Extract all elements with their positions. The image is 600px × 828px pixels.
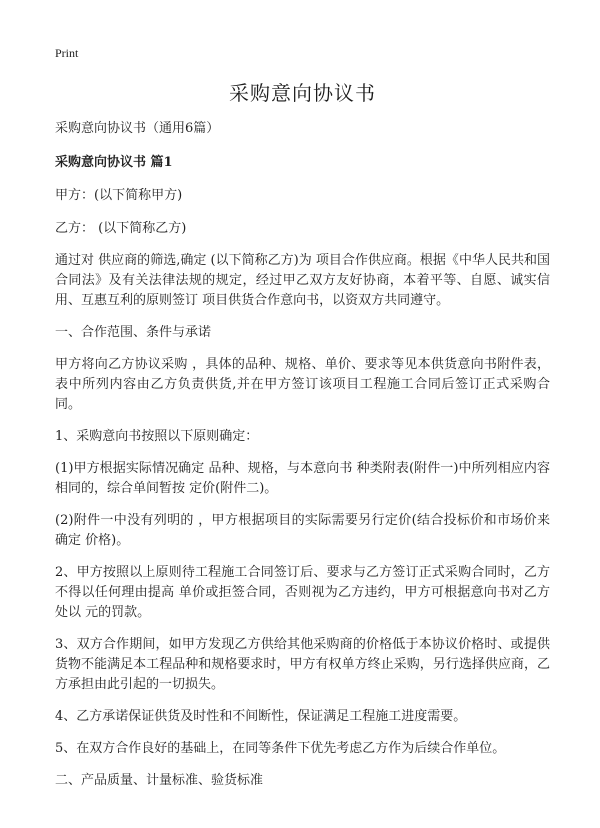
principle-item-2: (2)附件一中没有列明的 ，甲方根据项目的实际需要另行定价(结合投标价和市场价来确定 价格)。 [55, 513, 550, 548]
procurement-paragraph: 甲方将向乙方协议采购 ，具体的品种、规格、单价、要求等见本供货意向书附件表，表中所列内容由乙方负责供货,并在甲方签订该项目工程施工合同后签订正式采购合同。 [55, 357, 550, 412]
clause-4: 4、乙方承诺保证供货及时性和不间断性，保证满足工程施工进度需要。 [55, 709, 467, 724]
party-b-line: 乙方： (以下简称乙方) [55, 221, 187, 236]
principle-heading: 1、采购意向书按照以下原则确定： [55, 429, 259, 444]
section-title: 采购意向协议书 篇1 [55, 155, 173, 170]
document-title: 采购意向协议书 [229, 81, 376, 105]
print-label: Print [55, 46, 79, 60]
document-subtitle: 采购意向协议书（通用6篇） [55, 121, 220, 136]
party-a-line: 甲方：(以下简称甲方) [55, 188, 183, 203]
clause-5: 5、在双方合作良好的基础上，在同等条件下优先考虑乙方作为后续合作单位。 [55, 741, 506, 756]
heading-cooperation-scope: 一、合作范围、条件与承诺 [55, 325, 212, 340]
intro-paragraph: 通过对 供应商的筛选,确定 (以下简称乙方)为 项目合作供应商。根据《中华人民共和国合同法》及有关法律法规的规定，经过甲乙双方友好协商，本着平等、自愿、诚实信用、互惠互利的原则签订 项目供货合作意向书，以资双方共同遵守。 [55, 253, 550, 308]
clause-2: 2、甲方按照以上原则待工程施工合同签订后、要求与乙方签订正式采购合同时，乙方不得以任何理由提高 单价或拒签合同，否则视为乙方违约，甲方可根据意向书对乙方处以 元的罚款。 [55, 565, 550, 620]
heading-quality-standards: 二、产品质量、计量标准、验货标准 [55, 773, 264, 788]
principle-item-1: (1)甲方根据实际情况确定 品种、规格，与本意向书 种类附表(附件一)中所列相应内容相同的，综合单间暂按 定价(附件二)。 [55, 461, 550, 496]
clause-3: 3、双方合作期间，如甲方发现乙方供给其他采购商的价格低于本协议价格时、或提供货物不能满足本工程品种和规格要求时，甲方有权单方终止采购，另行选择供应商，乙方承担由此引起的一切损失。 [55, 637, 550, 692]
